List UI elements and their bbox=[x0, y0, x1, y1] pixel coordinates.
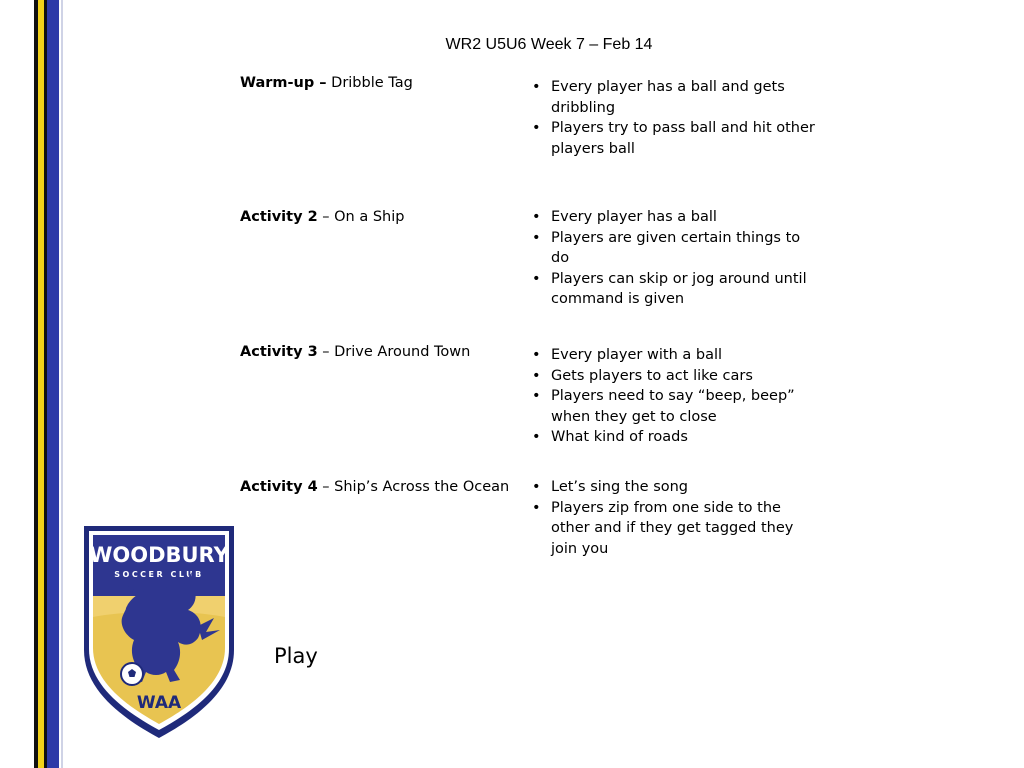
activity-label-warmup bbox=[240, 73, 530, 93]
bullet-item: • Every player with a ball bbox=[530, 345, 820, 366]
activity-bullets-warmup bbox=[530, 77, 820, 159]
activity-bullets-3 bbox=[530, 345, 820, 448]
bullet-item: • Every player has a ball and gets dribbling bbox=[530, 77, 820, 118]
activity-label-text: – Ship’s Across the Ocean bbox=[317, 479, 510, 495]
activity-label-3 bbox=[240, 342, 530, 362]
activity-label-2 bbox=[240, 207, 530, 227]
activity-bullets-4 bbox=[530, 477, 820, 559]
activity-label-bold: Activity 2 bbox=[240, 209, 318, 225]
bullet-item: • Players can skip or jog around until command is given bbox=[530, 269, 820, 310]
bullet-item: • Players zip from one side to the other and if they get tagged they join you bbox=[530, 498, 820, 560]
activity-label-text: Dribble Tag bbox=[326, 75, 413, 91]
left-stripe-blue bbox=[47, 0, 59, 768]
activity-bullets-2 bbox=[530, 207, 820, 310]
activity-label-4 bbox=[240, 477, 530, 497]
play-label: Play bbox=[274, 644, 318, 668]
activity-label-bold: Activity 4 bbox=[240, 479, 318, 495]
bullet-item: • Let’s sing the song bbox=[530, 477, 820, 498]
logo-name: WOODBURY bbox=[89, 543, 229, 567]
activity-label-bold: Warm-up – bbox=[240, 75, 327, 91]
woodbury-crest-logo bbox=[80, 522, 238, 742]
slide-title: WR2 U5U6 Week 7 – Feb 14 bbox=[445, 36, 653, 53]
bullet-item: • Gets players to act like cars bbox=[530, 366, 820, 387]
logo-initials: WAA bbox=[136, 693, 182, 713]
bullet-item: • Players need to say “beep, beep” when they get to close bbox=[530, 386, 820, 427]
activity-label-text: – Drive Around Town bbox=[317, 344, 471, 360]
soccer-ball-icon bbox=[121, 663, 143, 685]
bullet-item: • Players are given certain things to do bbox=[530, 228, 820, 269]
bullet-item: • Every player has a ball bbox=[530, 207, 820, 228]
bullet-item: • Players try to pass ball and hit other players ball bbox=[530, 118, 820, 159]
bullet-item: • What kind of roads bbox=[530, 427, 820, 448]
activity-label-bold: Activity 3 bbox=[240, 344, 318, 360]
activity-label-text: – On a Ship bbox=[317, 209, 405, 225]
left-stripe-grey bbox=[61, 0, 63, 768]
logo-subtitle: SOCCER CLUB bbox=[114, 570, 204, 579]
